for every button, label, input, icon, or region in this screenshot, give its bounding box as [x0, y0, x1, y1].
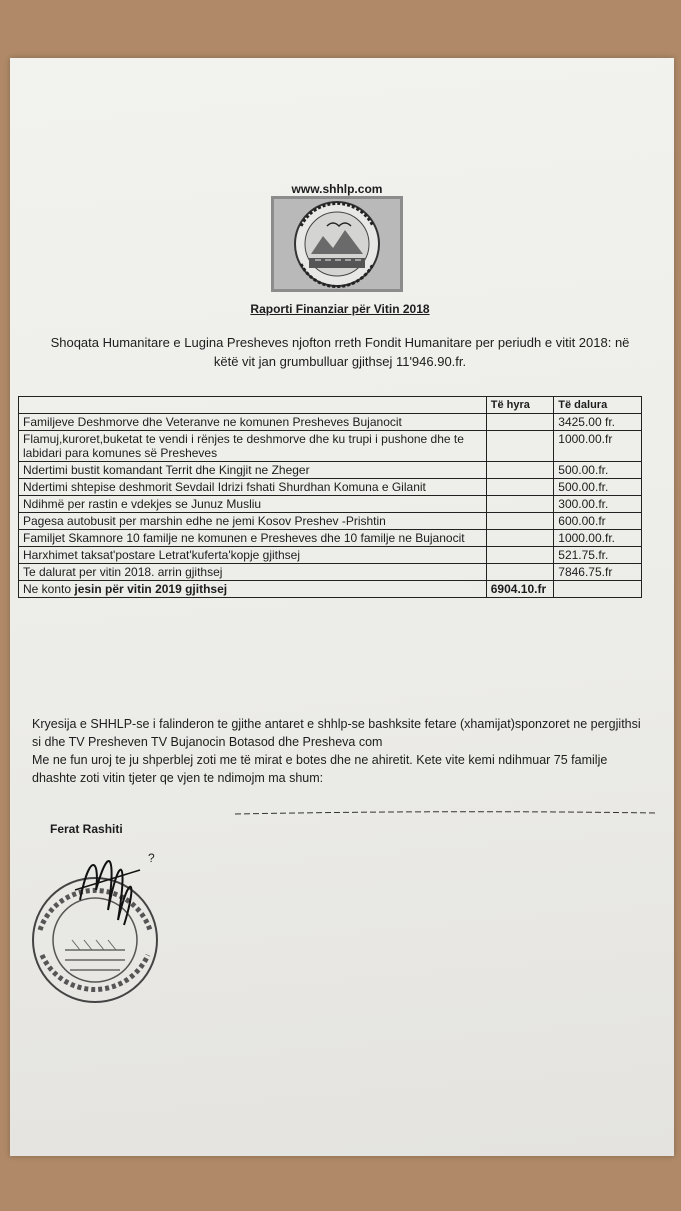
- row-description: Flamuj,kuroret,buketat te vendi i rënjes te deshmorve dhe ku trupi i pushone dhe te labidari para komunes së Presheves: [19, 431, 487, 462]
- table-row: [19, 547, 642, 564]
- table-row: [19, 414, 642, 431]
- header-description: [19, 397, 487, 414]
- row-expense: 600.00.fr: [554, 513, 642, 530]
- row-expense: 1000.00.fr: [554, 431, 642, 462]
- row-expense: 500.00.fr.: [554, 479, 642, 496]
- row-description: Ndihmë per rastin e vdekjes se Junuz Musliu: [19, 496, 487, 513]
- row-description: Familjeve Deshmorve dhe Veteranve ne komunen Presheves Bujanocit: [19, 414, 487, 431]
- row-expense: 500.00.fr.: [554, 462, 642, 479]
- header-expenses: Të dalura: [554, 397, 642, 414]
- thanks-paragraph: Kryesija e SHHLP-se i falinderon te gjithe antaret e shhlp-se bashksite fetare (xhamijat)sponzoret ne pergjithsi si dhe TV Presheven TV Bujanocin Botasod dhe Presheva com: [32, 717, 641, 749]
- report-intro: Shoqata Humanitare e Lugina Presheves njofton rreth Fondit Humanitare per periudh e vitit 2018: në këtë vit jan grumbulluar gjithsej 11'946.90.fr.: [50, 335, 630, 369]
- row-expense: 521.75.fr.: [554, 547, 642, 564]
- organization-seal-logo-icon: [271, 196, 403, 292]
- wishes-paragraph: Me ne fun uroj te ju shperblej zoti me të mirat e botes dhe ne ahiretit. Kete vite kemi ndihmuar 75 familje dhashte zoti vitin tjeter qe vjen te ndimojm ma shum:: [32, 753, 608, 785]
- row-description: Pagesa autobusit per marshin edhe ne jemi Kosov Preshev -Prishtin: [19, 513, 487, 530]
- row-income: [486, 414, 554, 431]
- row-income: [486, 496, 554, 513]
- table-row: [19, 479, 642, 496]
- table-row: [19, 530, 642, 547]
- row-description: Harxhimet taksat'postare Letrat'kuferta'kopje gjithsej: [19, 547, 487, 564]
- row-income: [486, 431, 554, 462]
- table-row: [19, 431, 642, 462]
- row-expense: 3425.00 fr.: [554, 414, 642, 431]
- row-expense: 7846.75.fr: [554, 564, 642, 581]
- signatory-name: Ferat Rashiti: [50, 822, 123, 836]
- underline-stroke: [235, 808, 655, 818]
- table-row: [19, 496, 642, 513]
- balance-description: [19, 581, 487, 598]
- header-income: Të hyra: [486, 397, 554, 414]
- row-description: Familjet Skamnore 10 familje ne komunen e Presheves dhe 10 familje ne Bujanocit: [19, 530, 487, 547]
- round-organization-stamp-icon: [20, 830, 170, 1020]
- balance-expense: [554, 581, 642, 598]
- financial-table: [18, 396, 642, 598]
- website-url: www.shhlp.com: [291, 182, 383, 196]
- table-header-row: [19, 397, 642, 414]
- row-income: [486, 462, 554, 479]
- row-description: Te dalurat per vitin 2018. arrin gjithsej: [19, 564, 487, 581]
- row-income: [486, 530, 554, 547]
- table-row-total-expenses: [19, 564, 642, 581]
- balance-amount: 6904.10.fr: [486, 581, 554, 598]
- row-income: [486, 564, 554, 581]
- closing-text: [32, 715, 652, 787]
- table-row: [19, 462, 642, 479]
- row-description: Ndertimi bustit komandant Territ dhe Kingjit ne Zheger: [19, 462, 487, 479]
- row-expense: 1000.00.fr.: [554, 530, 642, 547]
- svg-text:?: ?: [148, 851, 155, 865]
- table-row-balance: [19, 581, 642, 598]
- row-income: [486, 547, 554, 564]
- row-description: Ndertimi shtepise deshmorit Sevdail Idrizi fshati Shurdhan Komuna e Gilanit: [19, 479, 487, 496]
- row-income: [486, 513, 554, 530]
- balance-label: jesin për vitin 2019 gjithsej: [74, 582, 228, 596]
- table-row: [19, 513, 642, 530]
- row-income: [486, 479, 554, 496]
- row-expense: 300.00.fr.: [554, 496, 642, 513]
- balance-prefix: Ne konto: [23, 582, 75, 596]
- report-title: Raporti Finanziar për Vitin 2018: [250, 302, 430, 316]
